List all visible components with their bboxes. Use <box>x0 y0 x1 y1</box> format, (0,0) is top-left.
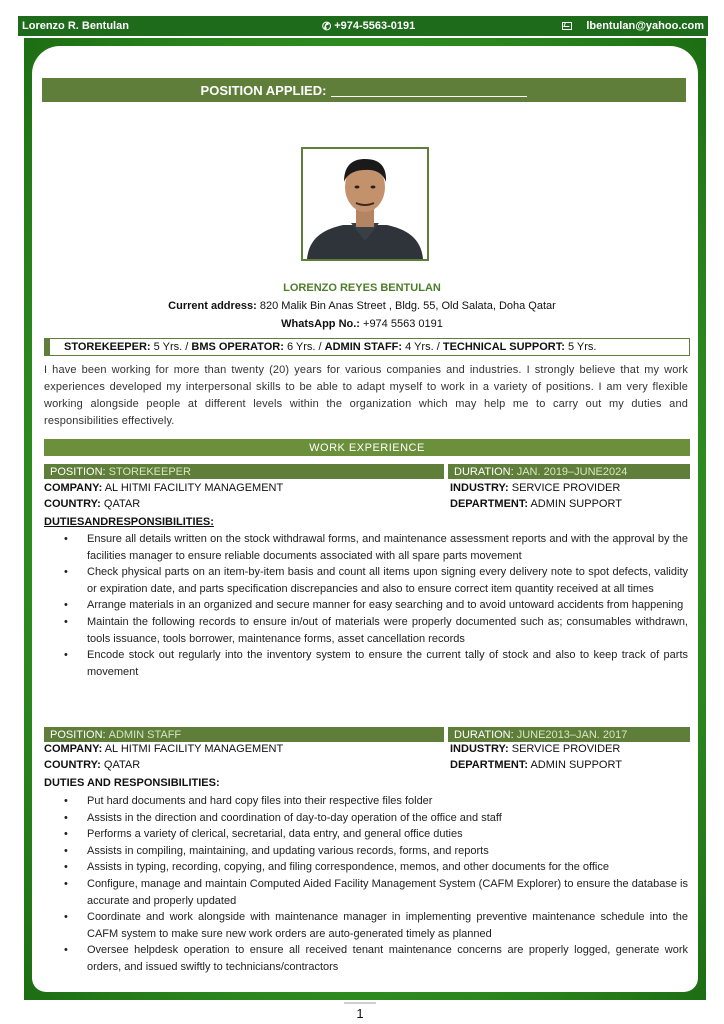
header-email <box>552 20 704 32</box>
header-name: Lorenzo R. Bentulan <box>22 20 129 32</box>
position-applied-bar <box>42 78 686 102</box>
job-company: COMPANY: AL HITMI FACILITY MANAGEMENT <box>44 482 284 494</box>
contact-header-bar <box>18 16 708 36</box>
experience-years-bar <box>44 338 690 356</box>
job-header <box>44 727 690 742</box>
whatsapp-number <box>0 318 724 330</box>
duties-list <box>60 531 688 680</box>
address-value: 820 Malik Bin Anas Street , Bldg. 55, Old Salata, Doha Qatar <box>259 300 556 312</box>
header-phone-number: +974-5563-0191 <box>334 20 416 32</box>
mail-icon <box>562 22 572 30</box>
address-label: Current address: <box>168 300 257 312</box>
job-position: POSITION: ADMIN STAFF <box>44 727 444 742</box>
job-department: DEPARTMENT: ADMIN SUPPORT <box>450 498 622 510</box>
duty-item: • Performs a variety of clerical, secretarial, data entry, and general office duties <box>60 826 688 843</box>
current-address <box>0 300 724 312</box>
duty-item: • Oversee helpdesk operation to ensure all received tenant maintenance concerns are properly logged, generate work orders, and issued swiftly to technicians/contractors <box>60 942 688 975</box>
page-number: 1 <box>344 1002 376 1022</box>
duties-list <box>60 793 688 976</box>
job-industry: INDUSTRY: SERVICE PROVIDER <box>450 743 621 755</box>
profile-photo <box>301 147 429 261</box>
job-details <box>44 743 690 775</box>
job-company: COMPANY: AL HITMI FACILITY MANAGEMENT <box>44 743 284 755</box>
job-position: POSITION: STOREKEEPER <box>44 464 444 479</box>
job-department: DEPARTMENT: ADMIN SUPPORT <box>450 759 622 771</box>
duty-item: • Arrange materials in an organized and secure manner for easy searching and to avoid untoward accidents from happening <box>60 597 688 614</box>
duty-item: • Encode stock out regularly into the inventory system to ensure the current tally of stock and also to keep track of parts movement <box>60 647 688 680</box>
whatsapp-label: WhatsApp No.: <box>281 318 360 330</box>
job-duration: DURATION: JUNE2013–JAN. 2017 <box>448 727 690 742</box>
full-name: LORENZO REYES BENTULAN <box>283 282 441 294</box>
position-applied-blank <box>331 83 527 97</box>
position-applied-label: POSITION APPLIED: <box>200 82 327 98</box>
job-duration: DURATION: JAN. 2019–JUNE2024 <box>448 464 690 479</box>
years-item: BMS OPERATOR: 6 Yrs. / <box>191 341 322 353</box>
summary-paragraph: I have been working for more than twenty (20) years for various companies and industries. I strongly believe that my work experiences developed my interpersonal skills to be able to adapt myself to work in a variety of positions. I am very flexible working alongside people at different levels within the organization which may help me to carry out my duties and responsibilities effectively. <box>44 364 688 427</box>
duties-title: DUTIESANDRESPONSIBILITIES: <box>44 516 214 528</box>
header-email-address[interactable]: lbentulan@yahoo.com <box>586 20 704 32</box>
job-industry: INDUSTRY: SERVICE PROVIDER <box>450 482 621 494</box>
portrait-image <box>303 149 427 259</box>
duty-item: • Ensure all details written on the stock withdrawal forms, and maintenance assessment reports and with the approval by the facilities manager to ensure reliable documents associated with all spare parts movement <box>60 531 688 564</box>
job-country: COUNTRY: QATAR <box>44 498 141 510</box>
duty-item: • Maintain the following records to ensure in/out of materials were properly documented such as; consumables withdrawn, tools issuance, tools borrower, maintenance forms, asset cancellation records <box>60 614 688 647</box>
duty-item: • Coordinate and work alongside with maintenance manager in implementing preventive maintenance schedule into the CAFM system to make sure new work orders are auto-generated timely as planned <box>60 909 688 942</box>
duty-item: • Put hard documents and hard copy files into their respective files folder <box>60 793 688 810</box>
job-country: COUNTRY: QATAR <box>44 759 141 771</box>
years-item: ADMIN STAFF: 4 Yrs. / <box>324 341 440 353</box>
duties-title: DUTIES AND RESPONSIBILITIES: <box>44 777 220 789</box>
years-item: STOREKEEPER: 5 Yrs. / <box>64 341 189 353</box>
phone-icon: ✆ <box>322 20 332 33</box>
duty-item: • Check physical parts on an item-by-item basis and count all items upon signing every delivery note to spot defects, validity or expiration date, and parts specification discrepancies and also to ensure correct item quantity received at all times <box>60 564 688 597</box>
header-phone <box>322 20 552 33</box>
job-details <box>44 482 690 514</box>
duty-item: • Configure, manage and maintain Computed Aided Facility Management System (CAFM Explorer) to ensure the database is accurate and properly updated <box>60 876 688 909</box>
work-experience-heading: WORK EXPERIENCE <box>44 439 690 456</box>
job-header <box>44 464 690 479</box>
duty-item: • Assists in typing, recording, copying, and filing correspondence, memos, and other documents for the office <box>60 859 688 876</box>
duty-item: • Assists in compiling, maintaining, and updating various records, forms, and reports <box>60 843 688 860</box>
years-item: TECHNICAL SUPPORT: 5 Yrs. <box>442 341 597 353</box>
whatsapp-value: +974 5563 0191 <box>363 318 443 330</box>
duty-item: • Assists in the direction and coordination of day-to-day operation of the office and staff <box>60 810 688 827</box>
